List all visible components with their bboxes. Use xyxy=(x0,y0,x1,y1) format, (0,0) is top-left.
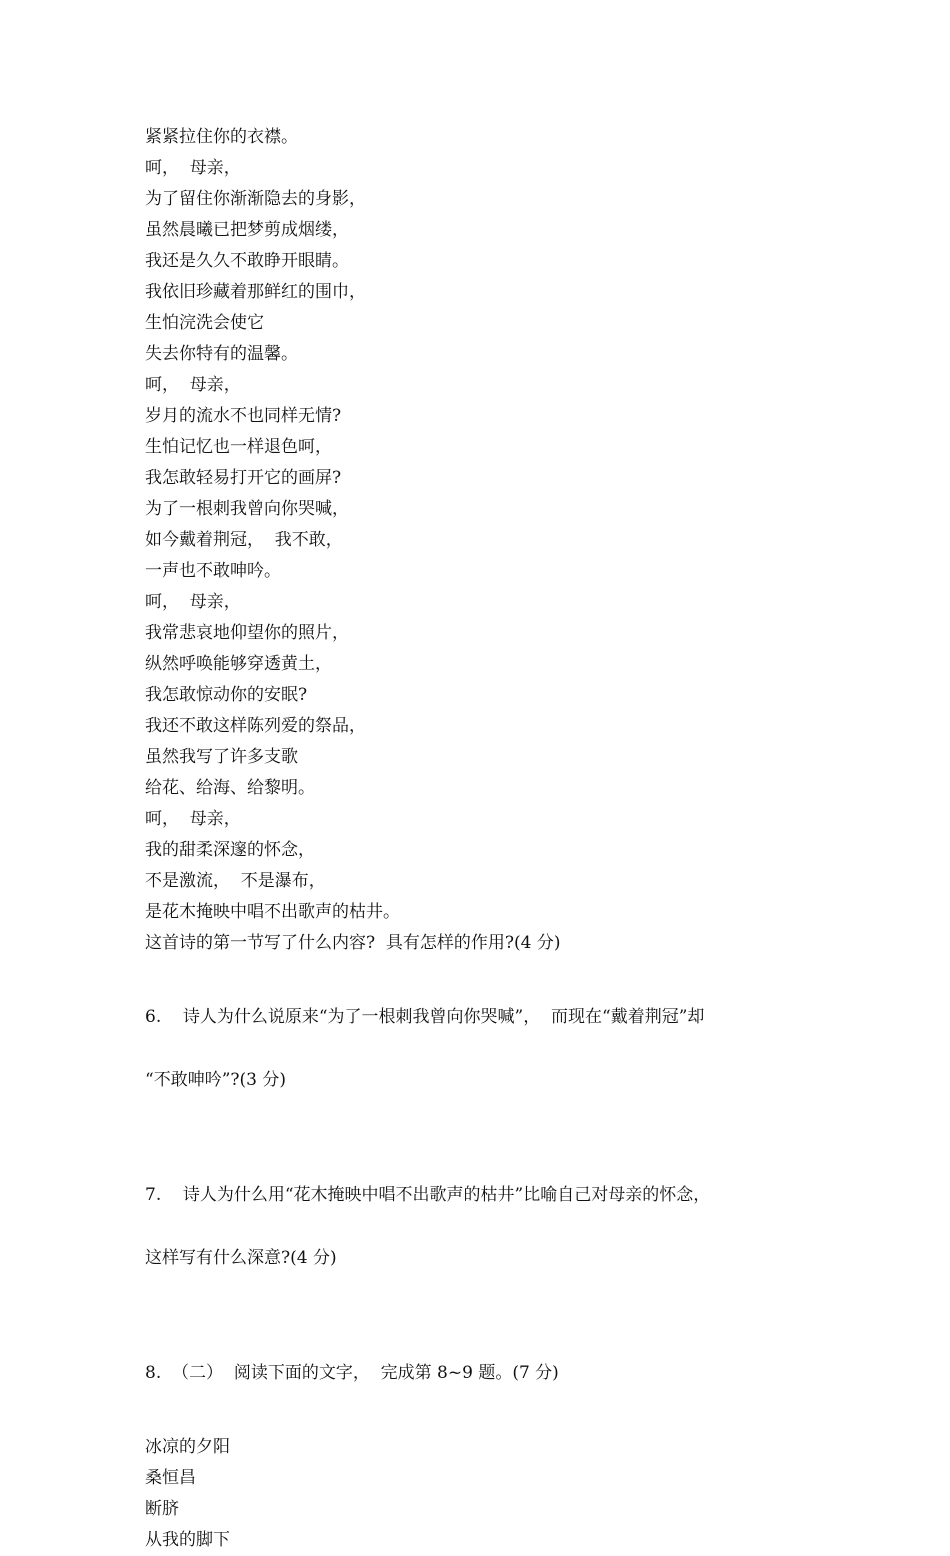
poem-body xyxy=(145,122,825,959)
section-line: 冰凉的夕阳 xyxy=(145,1437,230,1457)
question-7-line-1: 7. 诗人为什么用“花木掩映中唱不出歌声的枯井”比喻自己对母亲的怀念， xyxy=(145,1185,711,1205)
section-line: 断脐 xyxy=(145,1499,179,1519)
poem-line: 我还不敢这样陈列爱的祭品， xyxy=(145,716,366,736)
next-section xyxy=(145,1432,825,1556)
poem-line: 生怕浣洗会使它 xyxy=(145,313,264,333)
question-7-line-2: 这样写有什么深意?(4 分) xyxy=(145,1248,337,1268)
section-line: 从我的脚下 xyxy=(145,1530,230,1550)
poem-line: 不是激流， 不是瀑布， xyxy=(145,871,326,891)
poem-line: 我依旧珍藏着那鲜红的围巾， xyxy=(145,282,366,302)
poem-line: 紧紧拉住你的衣襟。 xyxy=(145,127,298,147)
poem-line: 为了留住你渐渐隐去的身影， xyxy=(145,189,366,209)
poem-line: 我的甜柔深邃的怀念， xyxy=(145,840,315,860)
poem-line: 如今戴着荆冠， 我不敢， xyxy=(145,530,343,550)
poem-line: 虽然晨曦已把梦剪成烟缕， xyxy=(145,220,349,240)
question-7 xyxy=(145,1143,825,1311)
poem-line: 我怎敢惊动你的安眠? xyxy=(145,685,308,705)
question-8-line-1: 8. （二） 阅读下面的文字， 完成第 8~9 题。(7 分) xyxy=(145,1363,559,1383)
question-6-line-1: 6. 诗人为什么说原来“为了一根刺我曾向你哭喊”， 而现在“戴着荆冠”却 xyxy=(145,1007,705,1027)
poem-line: 我常悲哀地仰望你的照片， xyxy=(145,623,349,643)
poem-line: 呵， 母亲， xyxy=(145,592,241,612)
poem-line: 这首诗的第一节写了什么内容? 具有怎样的作用?(4 分) xyxy=(145,933,561,953)
poem-line: 为了一根刺我曾向你哭喊， xyxy=(145,499,349,519)
question-6 xyxy=(145,965,825,1133)
poem-line: 呵， 母亲， xyxy=(145,809,241,829)
poem-line: 纵然呼唤能够穿透黄土， xyxy=(145,654,332,674)
poem-line: 虽然我写了许多支歌 xyxy=(145,747,298,767)
poem-line: 是花木掩映中唱不出歌声的枯井。 xyxy=(145,902,400,922)
poem-line: 失去你特有的温馨。 xyxy=(145,344,298,364)
document-content xyxy=(145,122,825,1556)
poem-line: 一声也不敢呻吟。 xyxy=(145,561,281,581)
poem-line: 我怎敢轻易打开它的画屏? xyxy=(145,468,342,488)
poem-line: 我还是久久不敢睁开眼睛。 xyxy=(145,251,349,271)
poem-line: 呵， 母亲， xyxy=(145,158,241,178)
poem-line: 生怕记忆也一样退色呵， xyxy=(145,437,332,457)
section-line: 桑恒昌 xyxy=(145,1468,196,1488)
poem-line: 呵， 母亲， xyxy=(145,375,241,395)
question-6-line-2: “不敢呻吟”?(3 分) xyxy=(145,1070,286,1090)
poem-line: 岁月的流水不也同样无情? xyxy=(145,406,342,426)
question-8 xyxy=(145,1321,825,1426)
poem-line: 给花、给海、给黎明。 xyxy=(145,778,315,798)
